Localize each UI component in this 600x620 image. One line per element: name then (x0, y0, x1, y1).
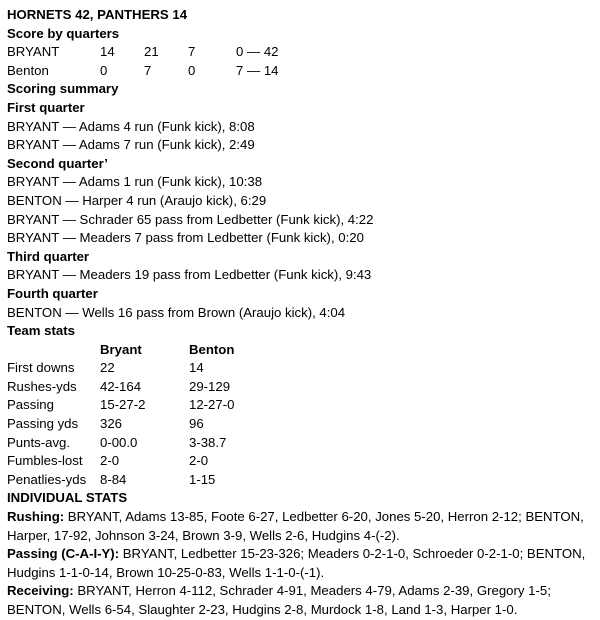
team-name: BRYANT (7, 44, 60, 60)
team-stats-row (7, 415, 597, 434)
rushing-stats (7, 508, 597, 545)
team-name: Benton (7, 62, 49, 78)
passing-label: Passing (C-A-I-Y): (7, 546, 120, 562)
stat-value-a: 8-84 (100, 471, 127, 487)
team-stats-row (7, 471, 597, 490)
receiving-label: Receiving: (7, 583, 74, 599)
scoring-summary-heading: Scoring summary (7, 81, 119, 97)
score-row-benton (7, 62, 597, 81)
stat-label: Fumbles-lost (7, 453, 83, 469)
quarter-title: Second quarter’ (7, 155, 108, 171)
q1-score: 14 (100, 44, 115, 60)
team-stats-row (7, 434, 597, 453)
team-b-name: Benton (189, 341, 235, 357)
q1-score: 0 (100, 62, 108, 78)
q2-score: 21 (144, 44, 159, 60)
rushing-label: Rushing: (7, 509, 65, 525)
team-stats-row (7, 378, 597, 397)
scoring-play: BRYANT — Meaders 7 pass from Ledbetter (Funk kick), 0:20 (7, 230, 364, 246)
score-row-bryant (7, 43, 597, 62)
stat-value-b: 2-0 (189, 453, 209, 469)
scoring-play: BRYANT — Adams 1 run (Funk kick), 10:38 (7, 174, 263, 190)
stat-label: Punts-avg. (7, 434, 71, 450)
stat-value-a: 0-00.0 (100, 434, 138, 450)
stat-value-b: 29-129 (189, 378, 231, 394)
q3-score: 0 (188, 62, 196, 78)
passing-stats (7, 545, 597, 582)
q4-total-score: 7 — 14 (236, 62, 279, 78)
passing-text: BRYANT, Ledbetter 15-23-326; Meaders 0-2-1-0, Schroeder 0-2-1-0; BENTON, Hudgins 1-1-0-14, Brown 10-25-0-83, Wells 1-1-0-(-1). (7, 546, 586, 580)
receiving-text: BRYANT, Herron 4-112, Schrader 4-91, Meaders 4-79, Adams 2-39, Gregory 1-5; BENTON, Wells 6-54, Slaughter 2-23, Hudgins 2-8, Murdock 1-8, Land 1-3, Harper 1-0. (7, 583, 551, 617)
stat-value-a: 2-0 (100, 453, 120, 469)
rushing-text: BRYANT, Adams 13-85, Foote 6-27, Ledbetter 6-20, Jones 5-20, Herron 2-12; BENTON, Harper, 17-92, Johnson 3-24, Brown 3-9, Wells 2-6, Hudgins 4-(-2). (7, 509, 584, 543)
stat-value-b: 1-15 (189, 471, 216, 487)
stat-value-a: 42-164 (100, 378, 142, 394)
quarter-title: Fourth quarter (7, 285, 98, 301)
scoring-play: BRYANT — Adams 7 run (Funk kick), 2:49 (7, 137, 255, 153)
scoring-play: BENTON — Wells 16 pass from Brown (Araujo kick), 4:04 (7, 304, 346, 320)
scoring-play: BRYANT — Meaders 19 pass from Ledbetter (Funk kick), 9:43 (7, 267, 372, 283)
stat-label: Passing (7, 397, 54, 413)
q2-score: 7 (144, 62, 152, 78)
team-stats-row (7, 452, 597, 471)
scoring-play: BRYANT — Schrader 65 pass from Ledbetter (Funk kick), 4:22 (7, 211, 374, 227)
stat-label: Rushes-yds (7, 378, 77, 394)
quarter-title: First quarter (7, 99, 85, 115)
receiving-stats (7, 582, 597, 619)
stat-value-a: 22 (100, 360, 115, 376)
stat-label: First downs (7, 360, 75, 376)
team-stats-label-spacer (7, 341, 100, 360)
stat-value-b: 3-38.7 (189, 434, 227, 450)
q3-score: 7 (188, 44, 196, 60)
stat-value-a: 326 (100, 416, 123, 432)
team-a-name: Bryant (100, 341, 142, 357)
headline: HORNETS 42, PANTHERS 14 (7, 7, 188, 22)
team-stats-table (7, 341, 597, 490)
scoring-play: BRYANT — Adams 4 run (Funk kick), 8:08 (7, 118, 255, 134)
scoring-play: BENTON — Harper 4 run (Araujo kick), 6:29 (7, 192, 267, 208)
team-stats-row (7, 359, 597, 378)
stat-value-b: 14 (189, 360, 204, 376)
team-stats-row (7, 396, 597, 415)
stat-value-a: 15-27-2 (100, 397, 146, 413)
q4-total-score: 0 — 42 (236, 44, 279, 60)
stat-value-b: 12-27-0 (189, 397, 235, 413)
stat-label: Penatlies-yds (7, 471, 87, 487)
team-stats-heading: Team stats (7, 323, 75, 339)
score-by-quarters-table (7, 43, 597, 80)
quarter-title: Third quarter (7, 248, 90, 264)
stat-value-b: 96 (189, 416, 204, 432)
score-by-quarters-heading: Score by quarters (7, 25, 120, 41)
individual-stats-heading: INDIVIDUAL STATS (7, 490, 128, 506)
stat-label: Passing yds (7, 416, 79, 432)
team-stats-header-row (7, 341, 597, 360)
